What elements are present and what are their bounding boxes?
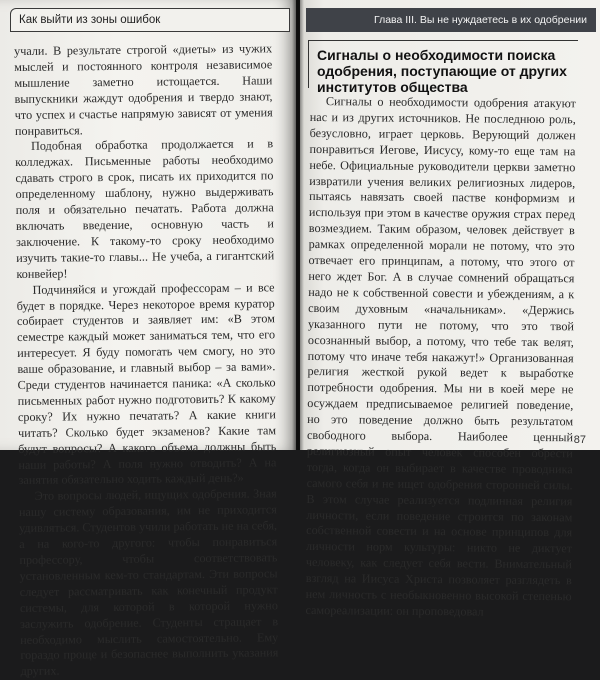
right-running-head: Глава III. Вы не нуждаетесь в их одобрении [306, 8, 596, 32]
right-body-text [305, 94, 576, 621]
paragraph: учали. В результате строгой «диеты» из чужих мыслей и постоянного контроля независимое мышление заметно истощается. Наши выпускники жаждут одобрения и твердо знают, что успех и счастье напрямую зависят от умения понравиться. [14, 41, 273, 138]
section-title: Сигналы о необходимости поиска одобрения, поступающие от других институтов общества [308, 40, 578, 88]
paragraph: Сигналы о необходимости одобрения атакуют нас и из других источников. Не последнюю роль, безусловно, играет церковь. Верующий должен понравиться Иегове, Иисусу, кому-то еще там на небе. Официальные руководители церкви заметно извратили учения великих религиозных лидеров, пытаясь навязать своей пастве конформизм и используя при этом в качестве оружия страх перед возмездием. Таким образом, человек действует в рамках определенной морали не потому, что это отвечает его принципам, а потому, что этого от него ждет Бог. А в случае сомнений обращаться надо не к собственной совести и убеждениям, а к своим духовным «начальникам». «Держись указанного пути не потому, что это твой осознанный выбор, а потому, что тебе так велят, потому что иначе тебя накажут!» Организованная религия жесткой рукой ведет к выработке потребности одобрения. Мы ни в коей мере не осуждаем предписываемое религией поведение, но это поведение должно быть результатом свободного выбора. Наиболее ценный религиозный опыт человек способен обрести тогда, когда он выбирает в качестве проводника самого себя и не ищет одобрения сторонней силы. В этом случае реализуется подлинная религия личности, если поведение строится по законам собственной совести и на основе принципов для личности норм культуры: никто не диктует человеку, как следует себя вести. Внимательный взгляд на Иисуса Христа позволяет разглядеть в нем личность с необыкновенно высокой степенью самореализации: он проповедовал [305, 94, 576, 619]
left-running-head: Как выйти из зоны ошибок [10, 8, 290, 32]
left-page [0, 0, 296, 679]
paragraph: Подобная обработка продолжается и в колледжах. Письменные работы необходимо сдавать строго в срок, писать их приходится по определенному шаблону, нужно выдерживать поля и обязательно печатать. Работа должна включать введение, основную часть и заключение. К такому-то сроку необходимо изучить такие-то главы... Не учеба, а гигантский конвейер! [15, 136, 275, 281]
paragraph: Это вопросы людей, ищущих одобрения. Зная нашу систему образования, им не приходится удивляться. Студентов учили работать не на себя, а на кого-то другого: чтобы понравиться профессору, чтобы соответствовать установленным кем-то стандартам. Эти вопросы следует рассматривать как конечный продукт системы, для которой в которой нужно заслужить одобрение. Студенты стращает в необходимо мыслить самостоятельно. Ему гораздо проще и безопаснее выполнить указания других. [18, 486, 279, 679]
right-page [300, 0, 600, 619]
left-body-text [14, 41, 279, 680]
book-gutter [292, 0, 304, 450]
page-number: 87 [573, 434, 586, 446]
paragraph: Подчиняйся и угождай профессорам – и все будет в порядке. Через некоторое время куратор собирает студентов и заявляет им: «В этом семестре каждый может заниматься тем, что его интересует. Я буду помогать чем смогу, но это ваше образование, и главный выбор – за вами». Среди студентов начинается паника: «А сколько письменных работ нужно подготовить? К какому сроку? Их нужно печатать? А какие книги читать? Сколько будет экзаменов? Какие там будут вопросы? А какого объема должны быть наши работы? А поля нужно отводить? А на занятия обязательно ходить каждый день?» [16, 279, 277, 488]
